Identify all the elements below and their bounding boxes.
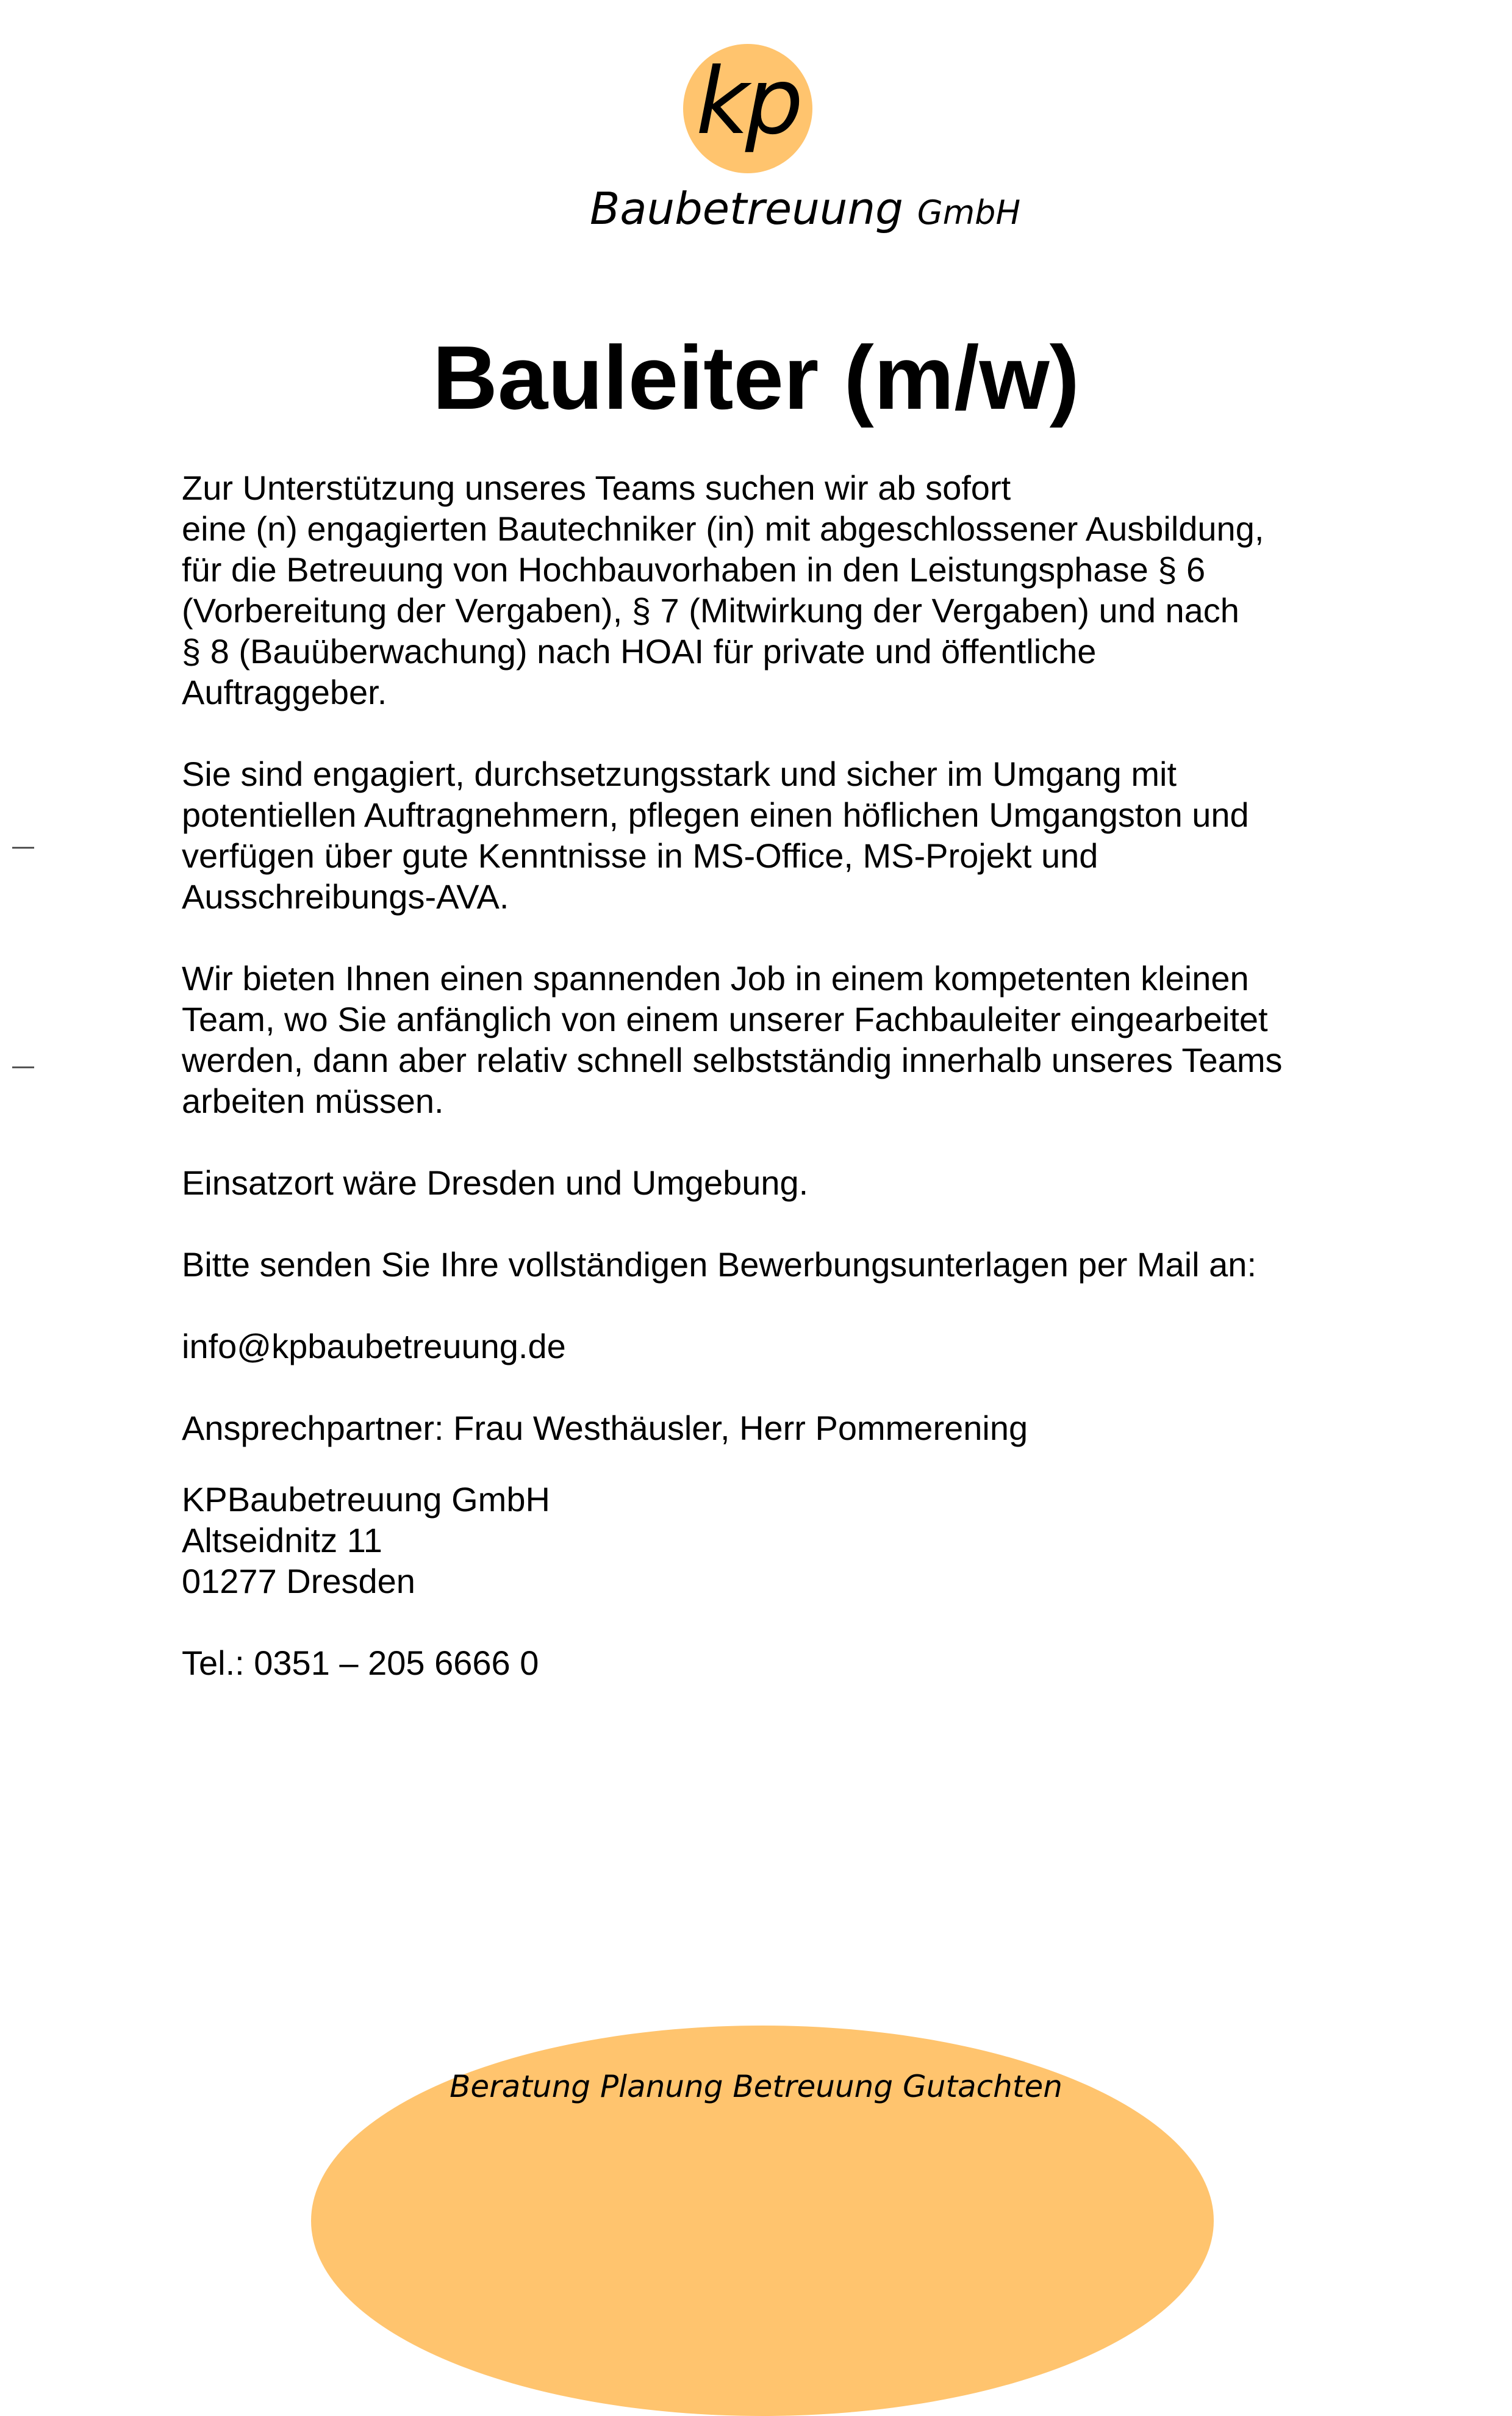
text-line: Team, wo Sie anfänglich von einem unserer Fachbauleiter eingearbeitet — [182, 1000, 1268, 1038]
logo-name-text: Baubetreuung — [589, 183, 903, 234]
text-line: Einsatzort wäre Dresden und Umgebung. — [182, 1163, 809, 1202]
email-paragraph — [182, 1326, 1377, 1367]
text-line: arbeiten müssen. — [182, 1082, 444, 1120]
text-line: Sie sind engagiert, durchsetzungsstark und sicher im Umgang mit — [182, 755, 1177, 793]
phone-paragraph — [182, 1642, 1377, 1683]
text-line: Bitte senden Sie Ihre vollständigen Bewerbungsunterlagen per Mail an: — [182, 1245, 1257, 1284]
margin-punch-mark — [12, 1066, 34, 1068]
intro-paragraph — [182, 467, 1377, 713]
address-block — [182, 1479, 1377, 1602]
text-line: werden, dann aber relativ schnell selbstständig innerhalb unseres Teams — [182, 1041, 1283, 1079]
address-street: Altseidnitz 11 — [182, 1521, 382, 1559]
margin-fold-mark — [12, 847, 34, 849]
text-line: Ausschreibungs-AVA. — [182, 877, 509, 916]
text-line: (Vorbereitung der Vergaben), § 7 (Mitwirkung der Vergaben) und nach — [182, 591, 1239, 630]
address-city: 01277 Dresden — [182, 1562, 415, 1600]
text-line: potentiellen Auftragnehmern, pflegen einen höflichen Umgangston und — [182, 796, 1249, 834]
text-line: § 8 (Bauüberwachung) nach HOAI für private und öffentliche — [182, 632, 1097, 671]
logo-name-suffix: GmbH — [917, 193, 1021, 232]
page-title: Bauleiter (m/w) — [432, 328, 1080, 428]
logo-name — [586, 183, 1025, 239]
phone-number: Tel.: 0351 – 205 6666 0 — [182, 1644, 539, 1682]
application-paragraph — [182, 1244, 1377, 1285]
contact-persons: Ansprechpartner: Frau Westhäusler, Herr Pommerening — [182, 1409, 1028, 1447]
requirements-paragraph — [182, 753, 1377, 917]
text-line: Zur Unterstützung unseres Teams suchen wir ab sofort — [182, 469, 1011, 507]
address-company: KPBaubetreuung GmbH — [182, 1480, 550, 1519]
text-line: Wir bieten Ihnen einen spannenden Job in einem kompetenten kleinen — [182, 959, 1249, 998]
text-line: eine (n) engagierten Bautechniker (in) mit abgeschlossener Ausbildung, — [182, 509, 1264, 548]
text-line: Auftraggeber. — [182, 673, 387, 711]
text-line: verfügen über gute Kenntnisse in MS-Office, MS-Projekt und — [182, 836, 1098, 875]
location-paragraph — [182, 1162, 1377, 1203]
logo-mark: kp — [695, 49, 800, 155]
footer-tagline: Beratung Planung Betreuung Gutachten — [450, 2069, 1062, 2104]
offer-paragraph — [182, 958, 1377, 1121]
job-description — [182, 467, 1377, 1724]
contact-paragraph — [182, 1408, 1377, 1448]
company-logo — [586, 38, 1025, 245]
text-line: für die Betreuung von Hochbauvorhaben in den Leistungsphase § 6 — [182, 550, 1206, 589]
email-link[interactable]: info@kpbaubetreuung.de — [182, 1327, 566, 1365]
